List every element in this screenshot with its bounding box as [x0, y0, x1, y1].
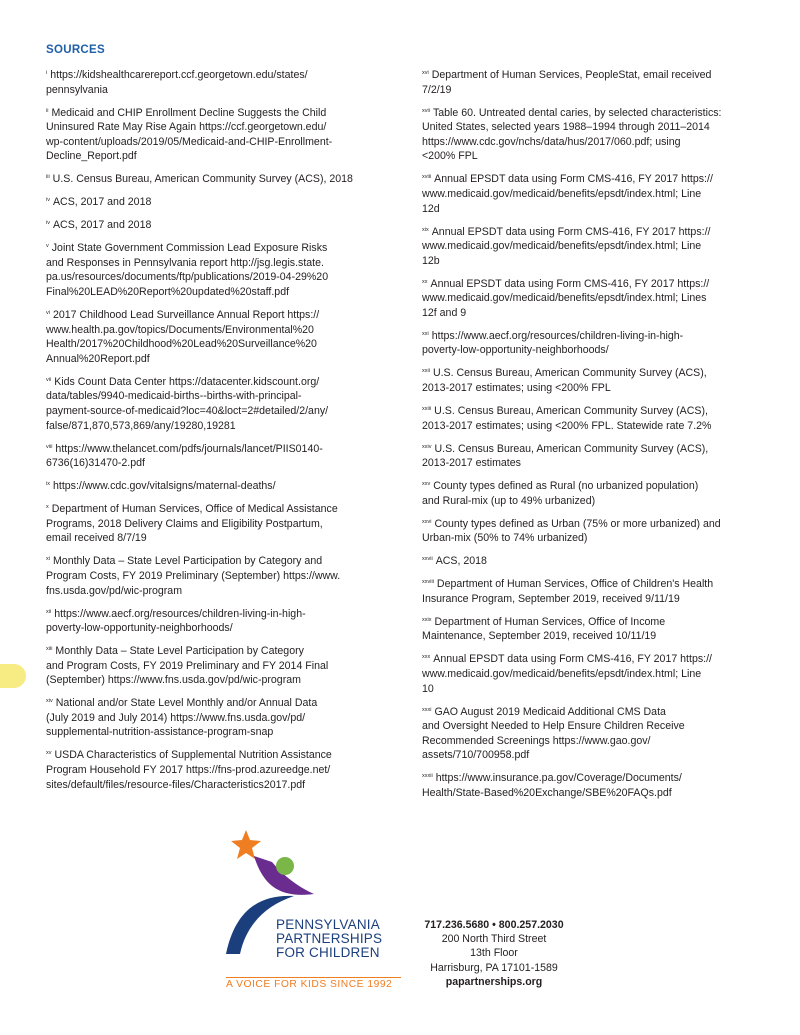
logo-star-icon	[231, 830, 261, 859]
contact-block	[414, 918, 574, 989]
source-note: $^{xxxi}$ GAO August 2019 Medicaid Additional CMS Data and Oversight Needed to Help Ensure Children Receive Recommended Screenings https://www.gao.gov/ assets/710/700958.pdf	[422, 705, 685, 762]
source-note: $^{iii}$ U.S. Census Bureau, American Community Survey (ACS), 2018	[46, 173, 353, 186]
source-note: $^{vi}$ 2017 Childhood Lead Surveillance Annual Report https:// www.health.pa.gov/topics/Documents/Environmental%20 Health/2017%20Childhood%20Lead%20Surveillance%20 Annual%20Report.pdf	[46, 309, 320, 365]
logo-wordmark: PENNSYLVANIA PARTNERSHIPS FOR CHILDREN	[276, 917, 383, 960]
phone-numbers: 717.236.5680 • 800.257.2030	[424, 919, 564, 931]
source-note: $^{xviii}$ Annual EPSDT data using Form CMS-416, FY 2017 https:// www.medicaid.gov/medicaid/benefits/epsdt/index.html; Line 12d	[422, 173, 713, 215]
source-note: $^{xvi}$ Department of Human Services, PeopleStat, email received 7/2/19	[422, 69, 712, 96]
sources-left-column	[46, 66, 381, 799]
source-note: $^{xv}$ USDA Characteristics of Supplemental Nutrition Assistance Program Household FY 2017 https://fns-prod.azureedge.net/ sites/default/files/resource-files/Characteristics2017.pdf	[46, 749, 332, 791]
city-address: Harrisburg, PA 17101-1589	[430, 961, 558, 974]
source-note: $^{xx}$ Annual EPSDT data using Form CMS-416, FY 2017 https:// www.medicaid.gov/medicaid/benefits/epsdt/index.html; Lines 12f and 9	[422, 277, 710, 319]
sources-right-column	[422, 66, 757, 807]
source-note: $^{iv}$ ACS, 2017 and 2018	[46, 219, 152, 232]
source-note: $^{xi}$ Monthly Data – State Level Participation by Category and Program Costs, FY 2019 Preliminary (September) https://www. fns.usda.gov/pd/wic-program	[46, 555, 341, 597]
street-address: 200 North Third Street	[441, 933, 547, 946]
source-note: $^{xii}$ https://www.aecf.org/resources/children-living-in-high- poverty-low-opportunity-neighborhoods/	[46, 607, 306, 635]
source-note: $^{xxv}$ County types defined as Rural (no urbanized population) and Rural-mix (up to 49% urbanized)	[422, 480, 699, 507]
source-note: $^{xxx}$ Annual EPSDT data using Form CMS-416, FY 2017 https:// www.medicaid.gov/medicaid/benefits/epsdt/index.html; Line 10	[422, 653, 712, 695]
source-note: $^{iv}$ ACS, 2017 and 2018	[46, 196, 152, 209]
source-note: $^{ii}$ Medicaid and CHIP Enrollment Decline Suggests the Child Uninsured Rate May Rise Again https://ccf.georgetown.edu/ wp-content/uploads/2019/05/Medicaid-and-CHIP-Enrollment- Decline_Report.pdf	[46, 106, 333, 163]
source-note: $^{xix}$ Annual EPSDT data using Form CMS-416, FY 2017 https:// www.medicaid.gov/medicaid/benefits/epsdt/index.html; Line 12b	[422, 225, 711, 267]
source-note: $^{xxi}$ https://www.aecf.org/resources/children-living-in-high- poverty-low-opportunity-neighborhoods/	[422, 329, 684, 357]
logo-figure-icon	[224, 826, 404, 996]
logo-head-icon	[276, 857, 294, 875]
website-link[interactable]: papartnerships.org	[445, 975, 543, 988]
source-note: $^i$ https://kidshealthcarereport.ccf.georgetown.edu/states/ pennsylvania	[46, 69, 308, 96]
source-note: $^{xxxii}$ https://www.insurance.pa.gov/Coverage/Documents/ Health/State-Based%20Exchange/SBE%20FAQs.pdf	[422, 772, 682, 799]
source-note: $^{ix}$ https://www.cdc.gov/vitalsigns/maternal-deaths/	[46, 480, 276, 493]
source-note: $^{vii}$ Kids Count Data Center https://datacenter.kidscount.org/ data/tables/9940-medicaid-births--births-with-principal- payment-source-of-medicaid?loc=40&loct=2#detailed/2/any/ false/871,870,573,869/any/19280,19281	[46, 375, 329, 432]
source-note: $^{xxviii}$ Department of Human Services, Office of Children's Health Insurance Program, September 2019, received 9/11/19	[422, 578, 714, 605]
source-note: $^{xxiii}$ U.S. Census Bureau, American Community Survey (ACS), 2013-2017 estimates; using <200% FPL. Statewide rate 7.2%	[422, 405, 712, 432]
source-note: $^{xxii}$ U.S. Census Bureau, American Community Survey (ACS), 2013-2017 estimates; using <200% FPL	[422, 367, 707, 395]
source-note: $^v$ Joint State Government Commission Lead Exposure Risks and Responses in Pennsylvania report http://jsg.legis.state. pa.us/resources/documents/ftp/publications/2019-04-29%20 Final%20LEAD%20Report%20updated%20staff.pdf	[46, 242, 329, 299]
source-note: $^x$ Department of Human Services, Office of Medical Assistance Programs, 2018 Delivery Claims and Eligibility Postpartum, email received 8/7/19	[46, 503, 338, 545]
page-edge-tab	[0, 664, 26, 688]
source-note: $^{xxiv}$ U.S. Census Bureau, American Community Survey (ACS), 2013-2017 estimates	[422, 442, 709, 470]
source-note: $^{xiv}$ National and/or State Level Monthly and/or Annual Data (July 2019 and July 2014) https://www.fns.usda.gov/pd/ supplemental-nutrition-assistance-program-snap	[46, 697, 318, 739]
logo-tagline: A VOICE FOR KIDS SINCE 1992	[226, 977, 401, 990]
source-note: $^{xxvi}$ County types defined as Urban (75% or more urbanized) and Urban-mix (50% to 74% urbanized)	[422, 517, 721, 545]
source-note: $^{xiii}$ Monthly Data – State Level Participation by Category and Program Costs, FY 2019 Preliminary and FY 2014 Final (September) https://www.fns.usda.gov/pd/wic-program	[46, 645, 329, 687]
source-note: $^{xxix}$ Department of Human Services, Office of Income Maintenance, September 2019, received 10/11/19	[422, 615, 666, 643]
source-note: $^{viii}$ https://www.thelancet.com/pdfs/journals/lancet/PIIS0140- 6736(16)31470-2.pdf	[46, 442, 323, 470]
source-note: $^{xvii}$ Table 60. Untreated dental caries, by selected characteristics: United States, selected years 1988–1994 through 2011–2014 https://www.cdc.gov/nchs/data/hus/2017/060.pdf; using <200% FPL	[422, 106, 722, 163]
floor-address: 13th Floor	[470, 947, 518, 960]
source-note: $^{xxvii}$ ACS, 2018	[422, 555, 487, 568]
page-title: SOURCES	[46, 44, 105, 56]
